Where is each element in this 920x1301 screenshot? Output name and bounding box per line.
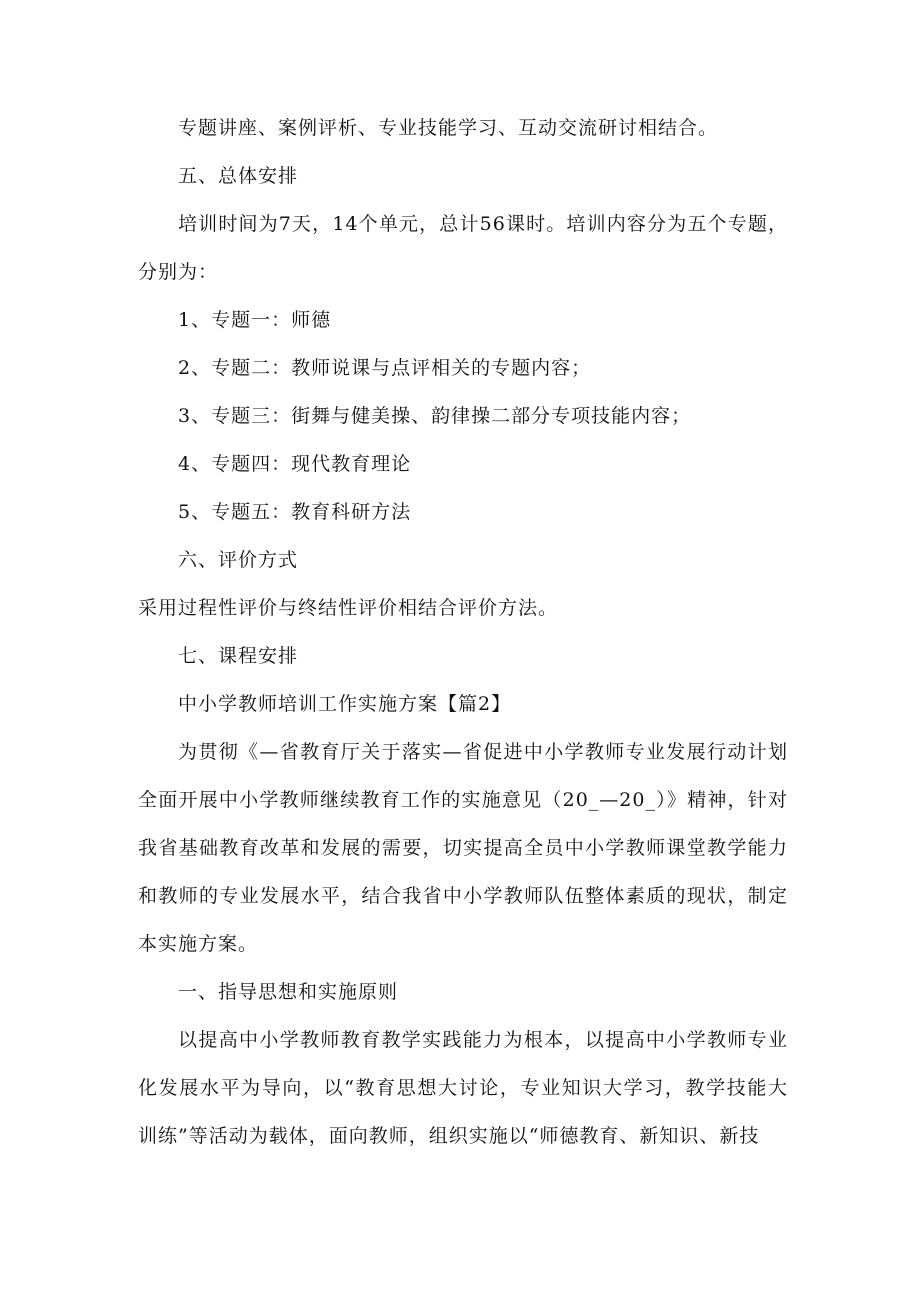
paragraph-evaluation: 采用过程性评价与终结性评价相结合评价方法。 (138, 597, 559, 619)
document-body (138, 104, 788, 1160)
list-item-topic-5: 5、专题五：教育科研方法 (178, 501, 412, 523)
list-item-topic-3: 3、专题三：街舞与健美操、韵律操二部分专项技能内容； (178, 405, 692, 427)
paragraph-guiding-ideology: 以提高中小学教师教育教学实践能力为根本，以提高中小学教师专业化发展水平为导向，以“教育思想大讨论，专业知识大学习，教学技能大训练”等活动为载体，面向教师，组织实施以“师德教育、新知识、新技 (138, 1029, 788, 1147)
list-item-topic-2: 2、专题二：教师说课与点评相关的专题内容； (178, 357, 592, 379)
paragraph-implementation-purpose: 为贯彻《—省教育厅关于落实—省促进中小学教师专业发展行动计划全面开展中小学教师继续教育工作的实施意见（20_—20_）》精神，针对我省基础教育改革和发展的需要，切实提高全员中小学教师课堂教学能力和教师的专业发展水平，结合我省中小学教师队伍整体素质的现状，制定本实施方案。 (138, 741, 788, 955)
paragraph-training-time: 培训时间为7天，14个单元，总计56课时。培训内容分为五个专题，分别为： (138, 213, 788, 283)
section-title-part-2: 中小学教师培训工作实施方案【篇2】 (178, 693, 512, 715)
paragraph-training-methods: 专题讲座、案例评析、专业技能学习、互动交流研讨相结合。 (178, 117, 719, 139)
list-item-topic-1: 1、专题一：师德 (178, 309, 332, 331)
heading-guiding-ideology: 一、指导思想和实施原则 (178, 981, 399, 1003)
heading-course-arrangement: 七、课程安排 (178, 645, 299, 667)
heading-overall-arrangement: 五、总体安排 (178, 165, 299, 187)
heading-evaluation-method: 六、评价方式 (178, 549, 299, 571)
list-item-topic-4: 4、专题四：现代教育理论 (178, 453, 412, 475)
